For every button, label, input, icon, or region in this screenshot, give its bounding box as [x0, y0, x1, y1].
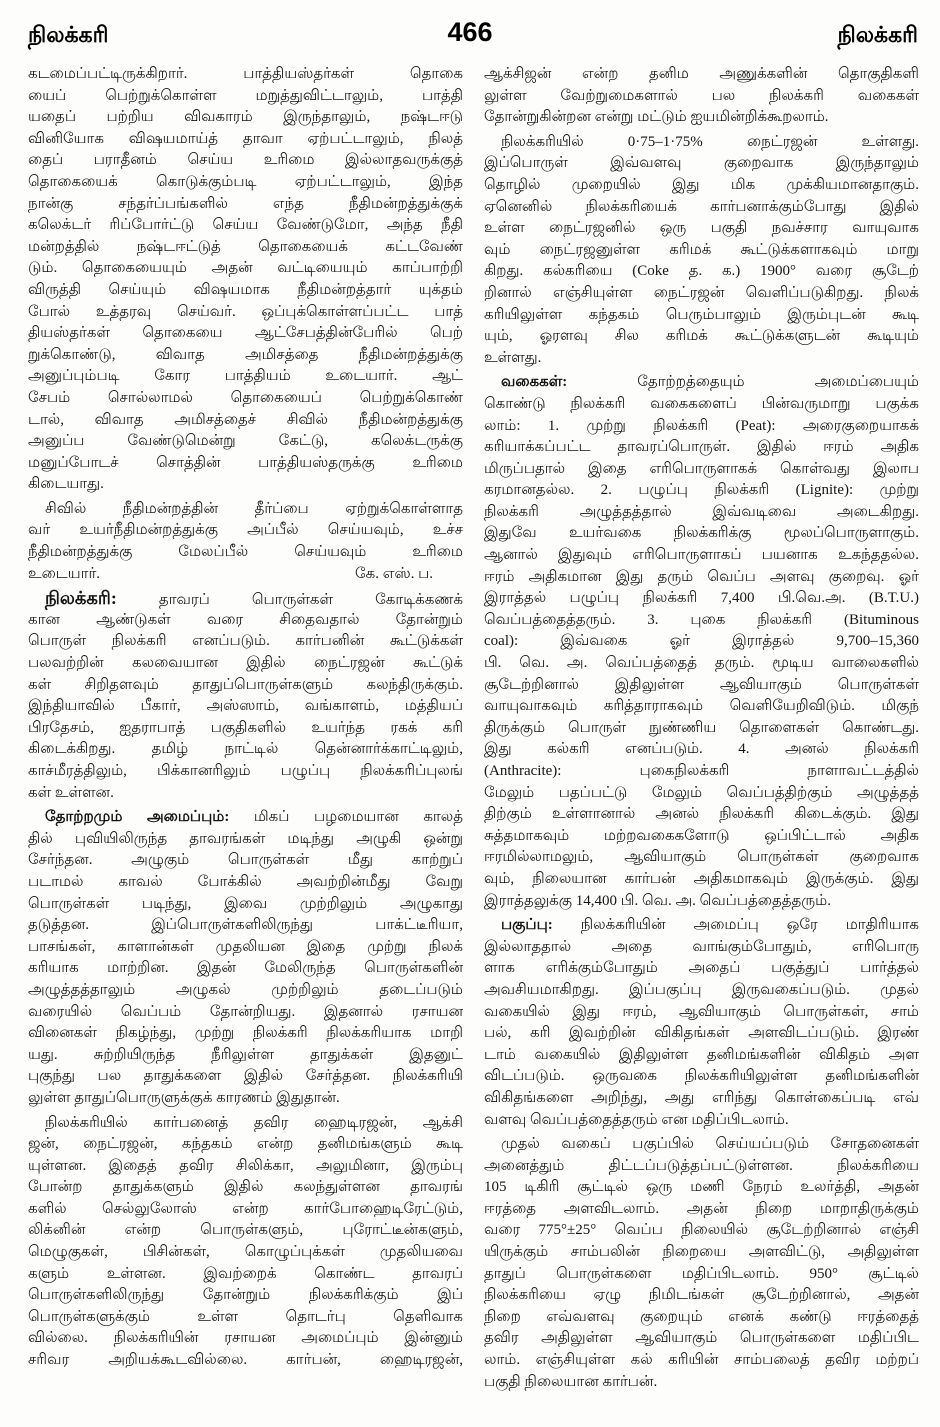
- text-line: [484, 1264, 919, 1286]
- line-text: தொழில் முறையில் இது மிக முக்கியமானதாகும்.: [484, 176, 919, 193]
- line-text: நிலக்கரியில் 0·75–1·75% நைட்ரஜன் உள்ளது.: [501, 133, 919, 150]
- line-text: கிறது. கல்கரியை (Coke த. க.) 1900° வரை சூடேற்: [484, 263, 919, 280]
- section-subheading: தோற்றமும் அமைப்பும்:: [45, 809, 230, 826]
- author-signature: கே. எஸ். ப.: [355, 565, 433, 582]
- line-text: ஈரமில்லாமலும், ஆவியாகும் பொருள்கள் குறைவாக: [484, 849, 919, 866]
- text-line: [484, 869, 919, 891]
- text-line: [484, 1110, 919, 1132]
- line-text: வெப்பத்தைத்தரும். 3. புகை நிலக்கரி (Bituminous: [484, 611, 919, 628]
- text-line: [484, 915, 919, 937]
- text-line: [28, 64, 463, 86]
- line-text: அனுப்ப வேண்டுமென்று கேட்டு, கலெக்டருக்கு: [28, 433, 463, 450]
- line-text: றினால் எஞ்சியுள்ள நைட்ரஜன் வெளிப்படுகிறது. நிலக்: [484, 284, 919, 301]
- line-text: ஈரத்தை அளவிடலாம். அதன் நிறை மாறாதிருக்கும்: [484, 1200, 919, 1217]
- text-line: [28, 323, 463, 345]
- line-text: ளாக எரிக்கும்போதும் அதைப் பகுத்துப் பார்த்தல்: [484, 960, 919, 977]
- paragraph: [28, 807, 463, 1109]
- line-text: ஏனெனில் நிலக்கரியைக் கார்பனாக்கும்போது இதில்: [484, 198, 919, 215]
- line-text: களும் உள்ளன. இவற்றைக் கொண்ட தாவரப்: [28, 1265, 463, 1282]
- line-text: 105 டிகிரி சூட்டில் ஒரு மணி நேரம் உலர்த்தி, அதன்: [484, 1179, 919, 1196]
- paragraph: [484, 915, 919, 1131]
- line-text: பொருள்கள் படிந்து, இவை முற்றிலும் அழுகாது: [28, 895, 463, 912]
- text-line: [28, 172, 463, 194]
- line-text: யும், ஓரளவு சில கரிமக் கூட்டுக்களுடன் கூடியும்: [484, 328, 919, 345]
- text-line: [28, 1328, 463, 1350]
- text-line: [28, 1220, 463, 1242]
- text-line: [484, 523, 919, 545]
- text-line: [484, 891, 919, 913]
- line-text: பகுதி நிலையான கார்பன்.: [484, 1373, 658, 1390]
- line-text: அனைத்தும் திட்டப்படுத்தப்பட்டுள்ளன. நிலக்கரியை: [484, 1157, 919, 1174]
- line-text: மேலும் பதப்பட்டு மேலும் வெப்பத்திற்கும் அழுத்தத்: [484, 784, 919, 801]
- line-text: கள் சிறிதளவும் தாதுப்பொருள்களும் கலந்திருக்கும்.: [28, 676, 463, 693]
- text-line: [28, 1066, 463, 1088]
- line-text: மெழுகுகள், பிசின்கள், கொழுப்புக்கள் முதலியவை: [28, 1244, 463, 1261]
- text-line: [28, 1002, 463, 1024]
- text-line: [28, 675, 463, 697]
- line-text: லுள்ள தாதுப்பொருளுக்குக் காரணம் இதுதான்.: [28, 1089, 340, 1106]
- text-line: [28, 345, 463, 367]
- text-line: [28, 1350, 463, 1372]
- text-line: [28, 499, 463, 521]
- text-line: [484, 761, 919, 783]
- text-line: [484, 64, 919, 86]
- line-text: நிலக்கரி அழுத்தத்தால் இவ்வடிவை அடைகிறது.: [484, 503, 919, 520]
- line-text: இல்லாததால் அதை வாங்கும்போதும், எரிபொரு: [484, 938, 919, 955]
- text-line: [28, 1156, 463, 1178]
- line-text: திற்கும் உள்ளானால் அனல் நிலக்கரி கிடைக்கும். இது: [484, 806, 919, 823]
- line-text: சரிவர அறியக்கூடவில்லை. கார்பன், ஹைடிரஜன்,: [28, 1352, 463, 1369]
- paragraph: [484, 1134, 919, 1393]
- line-text: யுள்ளன. இதைத் தவிர சிலிக்கா, அலுமினா, இரும்பு: [28, 1157, 463, 1174]
- line-text: கலெக்டர் ரிப்போர்ட்டு செய்ய வேண்டுமோ, அந்த நீதி: [28, 217, 463, 234]
- line-text: படாமல் காவல் போக்கில் அவற்றின்மீது வேறு: [28, 873, 463, 890]
- text-line: [28, 1023, 463, 1045]
- text-line: [484, 1350, 919, 1372]
- text-line: [28, 829, 463, 851]
- text-line: [484, 847, 919, 869]
- line-text: லாம். எஞ்சியுள்ள கல் கரியின் சாம்பலைத் தவிர மற்றப்: [484, 1352, 919, 1369]
- line-text: வும், நிலையான கார்பன் அதிகமாகவும் இருக்கும். இது: [484, 870, 919, 887]
- line-text: (Anthracite): புகைநிலக்கரி நாளாவட்டத்தில்: [484, 763, 919, 779]
- line-text: லாம்: 1. முற்று நிலக்கரி (Peat): அரைகுறையாகக்: [484, 417, 919, 434]
- line-text: பிரதேசம், ஐதராபாத் பகுதிகளில் உயர்ந்த ரகக் கரி: [28, 719, 463, 736]
- text-line: [28, 410, 463, 432]
- line-text: இது கல்கரி எனப்படும். 4. அனல் நிலக்கரி: [484, 741, 919, 758]
- text-line: [28, 215, 463, 237]
- text-line: [28, 107, 463, 129]
- text-line: [484, 1177, 919, 1199]
- line-text: பொருள்களிலிருந்து தோன்றும் நிலக்கரிக்கும் இப்: [28, 1287, 463, 1304]
- line-text: அவசியமாகிறது. இப்பகுப்பு இருவகைப்படும். முதல்: [484, 981, 919, 998]
- line-text: தோற்றத்தையும் அமைப்பையும்: [637, 374, 919, 391]
- line-text: விடப்படும். ஒருவகை நிலக்கரியிலுள்ள தனிமங்களின்: [484, 1068, 919, 1085]
- line-text: நிலக்கரியின் அமைப்பு ஒரே மாதிரியாக: [580, 917, 919, 934]
- text-line: [28, 453, 463, 475]
- text-line: [484, 588, 919, 610]
- text-line: [484, 675, 919, 697]
- text-line: [484, 437, 919, 459]
- text-line: [484, 305, 919, 327]
- text-line: [28, 610, 463, 632]
- line-text: வினைகள் நிகழ்ந்து, முற்று நிலக்கரி நிலக்கரியாக மாறி: [28, 1025, 463, 1042]
- line-text: இராத்தலுக்கு 14,400 பி. வெ. அ. வெப்பத்தைத்தரும்.: [484, 892, 831, 909]
- line-text: விகிதங்களை அறிந்து, அது எரிந்து கொள்கைப்படி எவ்: [484, 1089, 919, 1106]
- text-line: [484, 86, 919, 108]
- line-text: சேபம் சொல்லாமல் தொகையைப் பெற்றுக்கொண்: [28, 389, 463, 406]
- text-line: [484, 1002, 919, 1024]
- line-text: நிறை எவ்வளவு குறையும் எனக் கண்டு ஈரத்தைத்: [484, 1308, 919, 1325]
- line-text: லுள்ள வேற்றுமைகளால் பல நிலக்கரி வகைகள்: [484, 87, 919, 104]
- paragraph: [28, 1113, 463, 1372]
- text-line: [484, 480, 919, 502]
- text-line: [484, 132, 919, 154]
- text-line: [28, 1199, 463, 1221]
- paragraph: [484, 372, 919, 912]
- text-line: [484, 197, 919, 219]
- paragraph: [484, 64, 919, 129]
- line-text: மனுப்போடச் சொத்தின் பாத்தியஸ்தருக்கு உரிமை: [28, 454, 463, 471]
- text-line: [28, 761, 463, 783]
- line-text: தாவரப் பொருள்கள் கோடிக்கணக்: [158, 592, 463, 609]
- line-text: ஜன், நைட்ரஜன், கந்தகம் என்ற தனிமங்களும் கூடி: [28, 1136, 463, 1153]
- text-line: [484, 261, 919, 283]
- line-text: யது. சுற்றியிருந்த நீரிலுள்ள தாதுக்கள் இதனுட்: [28, 1046, 463, 1063]
- text-line: [28, 86, 463, 108]
- line-text: டும். தொகையையும் அதன் வட்டியையும் காப்பாற்றி: [28, 260, 463, 277]
- text-line: [484, 394, 919, 416]
- text-line: [28, 388, 463, 410]
- line-text: களில் செல்லுலோஸ் என்ற கார்போஹைடிரேட்டும்,: [28, 1200, 463, 1217]
- line-text: பொருள் நிலக்கரி எனப்படும். கார்பனின் கூட்டுக்கள்: [28, 633, 463, 650]
- text-line: [28, 542, 463, 564]
- text-line: [484, 958, 919, 980]
- line-text: சூடேற்றினால் இதிலுள்ள ஆவியாகும் பொருள்கள்: [484, 676, 919, 693]
- line-text: அழுத்தத்தாலும் அழுகல் முற்றிலும் தடைப்படும்: [28, 981, 463, 998]
- line-text: கடமைப்பட்டிருக்கிறார். பாத்தியஸ்தர்கள் தொகை: [28, 66, 463, 82]
- line-text: வும் நைட்ரஜனுள்ள கரிமக் கூட்டுக்களாகவும் மாறு: [484, 241, 919, 258]
- paragraph: [484, 132, 919, 370]
- line-text: போன்ற தாதுக்களும் இதில் கலந்துள்ளன தாவரங்: [28, 1179, 463, 1196]
- line-text: டால், விவாத அமிசத்தைச் சிவில் நீதிமன்றத்துக்கு: [28, 411, 463, 428]
- line-text: உடையார்.: [28, 565, 101, 582]
- text-line: [28, 520, 463, 542]
- line-text: தோன்றுகின்றன என்று மட்டும் ஐயமின்றிக்கூறலாம்.: [484, 109, 829, 126]
- text-line: [484, 739, 919, 761]
- line-text: வர் உயர்நீதிமன்றத்துக்கு அப்பீல் செய்யவும், உச்ச: [28, 522, 463, 539]
- text-line: [28, 237, 463, 259]
- text-line: [484, 980, 919, 1002]
- line-text: நிலக்கரியை ஏழு நிமிடங்கள் சூடேற்றினால், அதன்: [484, 1287, 919, 1304]
- line-text: சுத்தமாகவும் மற்றவகைகளோடு ஒப்பிட்டால் அதிக: [484, 827, 919, 844]
- text-line: [28, 631, 463, 653]
- text-line: [28, 129, 463, 151]
- line-text: மிகப் பழமையான காலத்: [253, 809, 463, 826]
- line-text: தைப் பராதீனம் செய்ய உரிமை இல்லாதவருக்குத்: [28, 152, 463, 169]
- text-line: [484, 1088, 919, 1110]
- text-line: [484, 107, 919, 129]
- line-text: தவிர அதிலுள்ள ஆவியாகும் பொருள்களை மதிப்பிட: [484, 1330, 919, 1347]
- line-text: பலவற்றின் கலவையான இதில் நைட்ரஜன் கூட்டுக்: [28, 655, 463, 672]
- line-text: நீதிமன்றத்துக்கு மேலப்பீல் செய்யவும் உரிமை: [28, 544, 463, 561]
- text-line: [28, 302, 463, 324]
- text-line: [484, 218, 919, 240]
- line-text: விருத்தி செய்யும் விஷயமாக நீதிமன்றத்தார் யுக்தம்: [28, 281, 463, 298]
- line-text: இப்பொருள் இவ்வளவு குறைவாக இருந்தாலும்: [484, 155, 919, 172]
- line-text: முதல் வகைப் பகுப்பில் செய்யப்படும் சோதனைகள்: [501, 1136, 919, 1153]
- text-line: [484, 1045, 919, 1067]
- text-line: [484, 826, 919, 848]
- paragraph: [28, 499, 463, 585]
- line-text: இராத்தல் பழுப்பு நிலக்கரி 7,400 பி.வெ.அ. (B.T.U.): [484, 590, 919, 607]
- line-text: வாயுவாகவும் கரித்தாராகவும் வெளியேறிவிடும். மிகுந்: [484, 698, 919, 715]
- line-text: மன்றத்தில் நஷ்டஈட்டுத் தொகையைக் கட்டவேண்: [28, 238, 463, 255]
- line-text: ஆனால் இதுவும் எரிபொருளாகப் பயனாக உகந்ததல்ல.: [484, 547, 919, 564]
- text-line: [28, 894, 463, 916]
- line-text: லிக்னின் என்ற பொருள்களும், புரோட்டீன்களும்,: [28, 1222, 463, 1239]
- text-line: [28, 431, 463, 453]
- text-line: [484, 1066, 919, 1088]
- text-line: [484, 153, 919, 175]
- line-text: கொண்டு நிலக்கரி வகைகளைப் பின்வருமாறு பகுக்க: [484, 395, 919, 412]
- text-line: [28, 1307, 463, 1329]
- text-line: [28, 194, 463, 216]
- line-text: வரை 775°±25° வெப்ப நிலையில் சூடேற்றினால் எஞ்சி: [484, 1222, 919, 1239]
- text-line: [484, 1285, 919, 1307]
- line-text: மிருப்பதால் இதை எரிபொருளாகக் கொள்வது இலாப: [484, 460, 919, 477]
- line-text: கரியாக மாற்றின. இதன் மேலிருந்த பொருள்களின்: [28, 960, 463, 977]
- line-text: உள்ளது.: [484, 349, 542, 366]
- line-text: கிடையாது.: [28, 476, 104, 493]
- line-text: வளவு வெப்பத்தைத்தரும் என மதிப்பிடலாம்.: [484, 1111, 789, 1128]
- line-text: கள் உள்ளன.: [28, 784, 114, 801]
- text-line: [484, 175, 919, 197]
- text-line: [28, 783, 463, 805]
- text-line: [484, 631, 919, 653]
- paragraph: [28, 588, 463, 804]
- text-line: [28, 1113, 463, 1135]
- line-text: கிடைக்கிறது. தமிழ் நாட்டில் தென்னார்க்காட்டிலும்,: [28, 741, 463, 758]
- line-text: தியஸ்தர்கள் தொகையை ஆட்சேபத்தின்பேரில் பெற்: [28, 325, 463, 342]
- line-text: இந்தியாவில் பீகார், அஸ்ஸாம், வங்காளம், மத்தியப்: [28, 698, 463, 715]
- text-line: [484, 1328, 919, 1350]
- text-line: [28, 588, 463, 610]
- text-line: [28, 980, 463, 1002]
- line-text: சேர்ந்தன. அழுகும் பொருள்கள் மீது காற்றுப்: [28, 852, 463, 869]
- line-text: சிவில் நீதிமன்றத்தின் தீர்ப்பை ஏற்றுக்கொள்ளாத: [45, 500, 463, 517]
- section-subheading: வகைகள்:: [501, 374, 568, 391]
- line-text: போல் உத்தரவு செய்வர். ஒப்புக்கொள்ளப்பட்ட பாத்: [28, 303, 463, 320]
- line-text: புகுந்து பல தாதுக்களை இதில் சேர்த்தன. நிலக்கரியி: [28, 1068, 463, 1085]
- text-line: [484, 653, 919, 675]
- section-subheading: பகுப்பு:: [501, 917, 553, 934]
- text-line: [484, 416, 919, 438]
- line-text: பாசங்கள், காளான்கள் முதலியன இதை முற்று நிலக்: [28, 938, 463, 955]
- line-text: அனுப்பும்படி கோர பாத்தியம் உடையார். ஆட்: [28, 368, 463, 385]
- line-text: திருக்கும் பொருள் நுண்ணிய தொளைகள் கொண்டது.: [484, 719, 919, 736]
- text-line: [484, 240, 919, 262]
- line-text: பி. வெ. அ. வெப்பத்தைத் தரும். மூடிய வாலைகளில்: [484, 655, 919, 672]
- line-text: கான ஆண்டுகள் வரை சிதைவதால் தோன்றும்: [28, 611, 463, 628]
- text-line: [28, 1134, 463, 1156]
- line-text: பொருள்களுக்கும் உள்ள தொடர்பு தெளிவாக: [28, 1308, 463, 1325]
- line-text: வகையில் இது ஈரம், ஆவியாகும் பொருள்கள், சாம்: [484, 1003, 919, 1020]
- text-line: [28, 564, 463, 586]
- text-line: [484, 372, 919, 394]
- text-line: [484, 348, 919, 370]
- line-text: உள்ள நைட்ரஜனில் ஒரு பகுதி நவச்சார வாயுவாக: [484, 220, 919, 237]
- line-text: தாதுப் பொருள்களை மதிப்பிடலாம். 950° சூட்டில்: [484, 1265, 919, 1282]
- text-line: [484, 696, 919, 718]
- text-line: [28, 258, 463, 280]
- text-line: [28, 280, 463, 302]
- right-text-column: [484, 64, 919, 1396]
- text-line: [484, 1220, 919, 1242]
- line-text: ஈரம் அதிகமான இது தரும் வெப்ப அளவு குறைவு. ஓர்: [484, 568, 919, 585]
- line-text: கரியிலுள்ள கந்தகம் பெரும்பாலும் இரும்புடன் கூடி: [484, 306, 919, 323]
- text-line: [484, 283, 919, 305]
- text-line: [28, 696, 463, 718]
- text-line: [484, 1372, 919, 1394]
- running-head-left: நிலக்கரி: [28, 22, 109, 47]
- line-text: யிருக்கும் சாம்பலின் நிறையை அளவிட்டு, அதிலுள்ள: [484, 1244, 919, 1261]
- text-line: [28, 937, 463, 959]
- text-line: [28, 739, 463, 761]
- text-line: [28, 850, 463, 872]
- line-text: இதுவே உயர்வகை நிலக்கரிக்கு மூலப்பொருளாகும்.: [484, 525, 919, 542]
- text-line: [484, 459, 919, 481]
- text-line: [484, 804, 919, 826]
- line-text: தொகையைக் கொடுக்கும்படி ஏற்பட்டாலும், இந்த: [28, 173, 463, 190]
- line-text: தடுத்தன. இப்பொருள்களிலிருந்து பாக்ட்டீரியா,: [28, 917, 463, 934]
- text-line: [28, 1088, 463, 1110]
- text-line: [28, 1285, 463, 1307]
- entry-headword: நிலக்கரி:: [45, 588, 117, 609]
- text-line: [28, 958, 463, 980]
- line-text: வரையில் வெப்பம் தோன்றியது. இதனால் ரசாயன: [28, 1003, 463, 1020]
- line-text: கரியாக்கப்பட்ட தாவரப்பொருள். இதில் ஈரம் அதிக: [484, 439, 919, 456]
- line-text: coal): இவ்வகை ஓர் இராத்தல் 9,700–15,360: [484, 633, 919, 650]
- text-line: [484, 1156, 919, 1178]
- text-line: [484, 1242, 919, 1264]
- text-line: [484, 545, 919, 567]
- line-text: பல், கரி இவற்றின் விகிதங்கள் அளவிடப்படும். இரண்: [484, 1025, 919, 1042]
- left-text-column: [28, 64, 463, 1375]
- text-line: [28, 366, 463, 388]
- line-text: காச்மீரத்திலும், பிக்கானரிலும் பழுப்பு நிலக்கரிப்புலங்: [28, 763, 463, 779]
- line-text: வில்லை. நிலக்கரியின் ரசாயன அமைப்பும் இன்னும்: [28, 1330, 463, 1347]
- text-line: [28, 718, 463, 740]
- text-line: [484, 567, 919, 589]
- text-line: [484, 1023, 919, 1045]
- line-text: யைப் பெற்றுக்கொள்ள மறுத்துவிட்டாலும், பாத்தி: [28, 87, 463, 104]
- line-text: நிலக்கரியில் கார்பனைத் தவிர ஹைடிரஜன், ஆக்சி: [45, 1114, 463, 1131]
- text-line: [484, 326, 919, 348]
- running-head-right: நிலக்கரி: [837, 22, 918, 47]
- text-line: [484, 610, 919, 632]
- paragraph: [28, 64, 463, 496]
- line-text: றுக்கொண்டு, விவாத அமிசத்தை நீதிமன்றத்துக்கு: [28, 346, 463, 363]
- text-line: [484, 502, 919, 524]
- text-line: [484, 783, 919, 805]
- text-line: [28, 872, 463, 894]
- line-text: வினியோக விஷயமாய்த் தாவா ஏற்பட்டாலும், நிலத்: [28, 130, 463, 147]
- text-line: [28, 474, 463, 496]
- text-line: [28, 807, 463, 829]
- text-line: [484, 1307, 919, 1329]
- line-text: டாம் வகையில் இதிலுள்ள தனிமங்களின் விகிதம் அள: [484, 1046, 919, 1063]
- text-line: [28, 653, 463, 675]
- line-text: யதைப் பற்றிய விவகாரம் இருந்தாலும், நஷ்டஈடு: [28, 109, 463, 126]
- text-line: [28, 150, 463, 172]
- line-text: தில் புவியிலிருந்த தாவரங்கள் மடிந்து அழுகி ஒன்று: [28, 830, 463, 847]
- line-text: கரமானதல்ல. 2. பழுப்பு நிலக்கரி (Lignite): முற்று: [484, 482, 919, 499]
- text-line: [484, 718, 919, 740]
- text-line: [28, 1045, 463, 1067]
- line-text: நான்கு சந்தர்ப்பங்களில் எந்த நீதிமன்றத்துக்குக்: [28, 195, 463, 212]
- text-line: [28, 1242, 463, 1264]
- text-line: [484, 1134, 919, 1156]
- text-line: [28, 1177, 463, 1199]
- page-number: 466: [447, 17, 493, 47]
- text-line: [484, 937, 919, 959]
- text-line: [484, 1199, 919, 1221]
- text-line: [28, 1264, 463, 1286]
- text-line: [28, 915, 463, 937]
- line-text: ஆக்சிஜன் என்ற தனிம அணுக்களின் தொகுதிகளி: [484, 66, 919, 82]
